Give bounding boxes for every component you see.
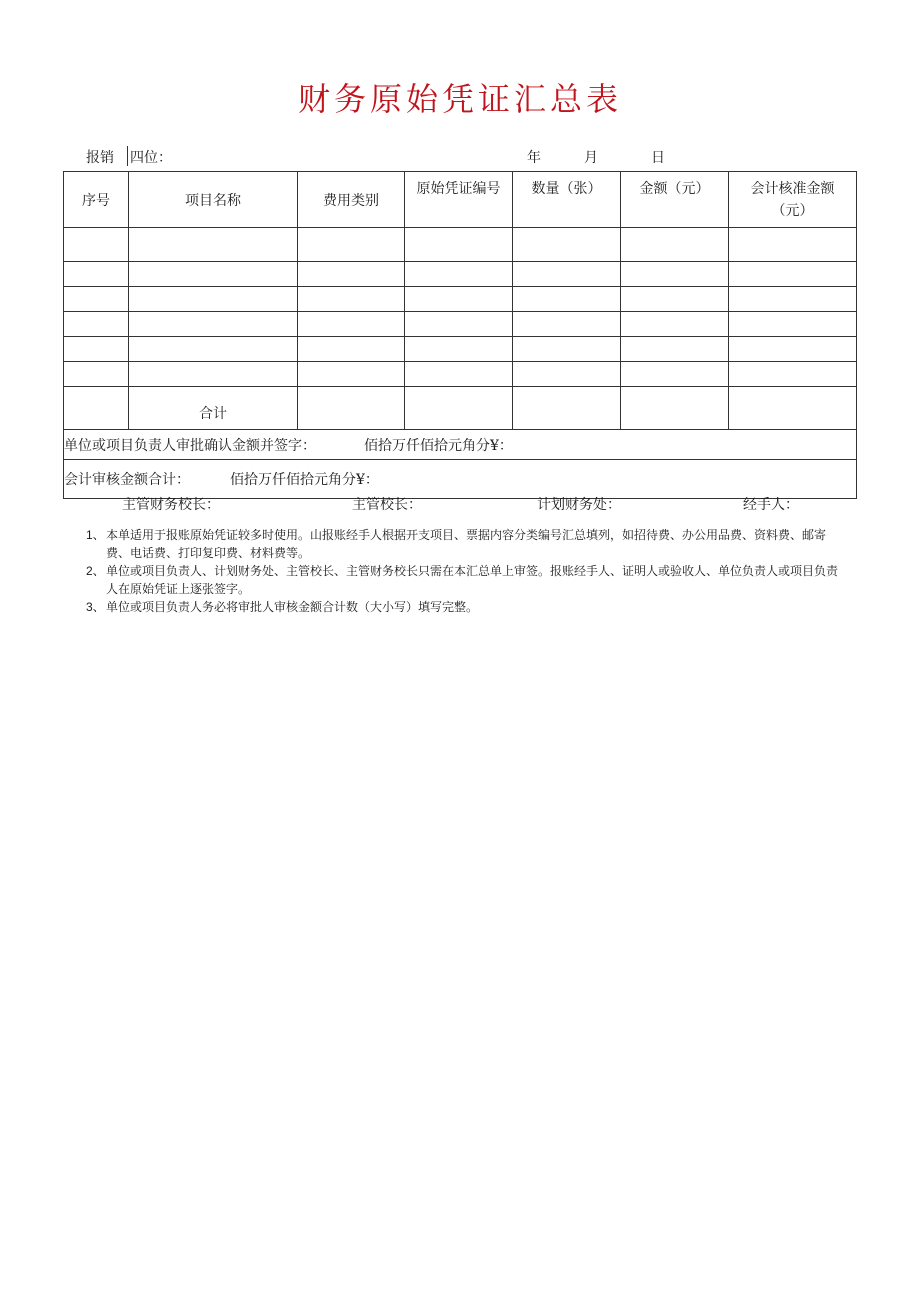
cell-input[interactable]	[64, 287, 129, 312]
cell-input[interactable]	[298, 228, 405, 262]
approval-cell[interactable]	[64, 430, 857, 460]
page-title: 财务原始凭证汇总表	[297, 80, 622, 118]
col-header-item-name: 项目名称	[129, 172, 298, 228]
cell-input[interactable]	[405, 362, 513, 387]
cell-input[interactable]	[298, 312, 405, 337]
cell-input[interactable]	[298, 362, 405, 387]
signature-finance-principal: 主管财务校长：	[122, 497, 220, 513]
cell-input[interactable]	[129, 287, 298, 312]
voucher-table	[63, 171, 857, 499]
cell-input[interactable]	[64, 387, 129, 430]
note-text: 单位或项目负责人、计划财务处、主管校长、主管财务校长只需在本汇总单上审签。报账经手人、证明人或验收人、单位负责人或项目负责人在原始凭证上逐张签字。	[106, 564, 839, 596]
cell-input[interactable]	[129, 228, 298, 262]
audit-row	[64, 460, 857, 499]
total-row	[64, 387, 857, 430]
col-header-expense-type: 费用类别	[298, 172, 405, 228]
table-row	[64, 362, 857, 387]
col-header-amount: 金额（元）	[621, 172, 729, 228]
cell-input[interactable]	[405, 228, 513, 262]
note-item	[86, 598, 846, 616]
col-header-approved-amount-text: 会计核准金额（元）	[750, 181, 835, 219]
cell-input[interactable]	[729, 312, 857, 337]
approval-row	[64, 430, 857, 460]
approval-label: 单位或项目负责人审批确认金额并签字：	[64, 437, 316, 454]
table-row	[64, 228, 857, 262]
note-number: 1、	[86, 528, 105, 542]
cell-input[interactable]	[129, 312, 298, 337]
year-label: 年	[527, 150, 541, 166]
cell-input[interactable]	[405, 387, 513, 430]
cell-input[interactable]	[405, 287, 513, 312]
cell-input[interactable]	[729, 387, 857, 430]
note-text: 本单适用于报账原始凭证较多时使用。山报账经手人根据开支项目、票据内容分类编号汇总填列，如招待费、办公用品费、资料费、邮寄费、电话费、打印复印费、材料费等。	[106, 528, 827, 560]
cell-input[interactable]	[405, 262, 513, 287]
audit-amount: 佰拾万仟佰拾元角分¥：	[230, 472, 379, 488]
cell-input[interactable]	[729, 337, 857, 362]
cell-input[interactable]	[405, 312, 513, 337]
table-header-row	[64, 172, 857, 228]
header-divider	[127, 146, 128, 166]
cell-input[interactable]	[729, 362, 857, 387]
audit-label: 会计审核金额合计：	[64, 472, 190, 488]
cell-input[interactable]	[129, 337, 298, 362]
cell-input[interactable]	[64, 262, 129, 287]
note-number: 3、	[86, 600, 105, 614]
col-header-quantity: 数量（张）	[513, 172, 621, 228]
cell-input[interactable]	[129, 262, 298, 287]
note-text: 单位或项目负责人务必将审批人审核金额合计数（大小写）填写完整。	[106, 600, 479, 614]
table-row	[64, 262, 857, 287]
cell-input[interactable]	[621, 362, 729, 387]
month-label: 月	[584, 150, 598, 166]
col-header-voucher-number: 原始凭证编号	[405, 172, 513, 228]
col-header-index: 序号	[64, 172, 129, 228]
cell-input[interactable]	[513, 228, 621, 262]
col-header-approved-amount	[729, 172, 857, 228]
cell-input[interactable]	[513, 312, 621, 337]
cell-input[interactable]	[729, 287, 857, 312]
reimburse-label: 报销	[86, 150, 114, 166]
table-row	[64, 287, 857, 312]
cell-input[interactable]	[621, 287, 729, 312]
table-row	[64, 312, 857, 337]
note-number: 2、	[86, 564, 105, 578]
cell-input[interactable]	[405, 337, 513, 362]
cell-input[interactable]	[64, 337, 129, 362]
unit-label: 四位：	[130, 150, 172, 166]
notes	[86, 526, 846, 616]
cell-input[interactable]	[729, 228, 857, 262]
cell-input[interactable]	[621, 228, 729, 262]
cell-input[interactable]	[513, 362, 621, 387]
cell-input[interactable]	[621, 337, 729, 362]
signature-finance-office: 计划财务处：	[537, 497, 621, 513]
cell-input[interactable]	[298, 337, 405, 362]
audit-cell[interactable]	[64, 460, 857, 499]
table-row	[64, 337, 857, 362]
cell-input[interactable]	[129, 362, 298, 387]
cell-input[interactable]	[64, 362, 129, 387]
total-label: 合计	[129, 387, 298, 430]
cell-input[interactable]	[513, 262, 621, 287]
cell-input[interactable]	[621, 312, 729, 337]
cell-input[interactable]	[298, 262, 405, 287]
approval-amount: 佰拾万仟佰拾元角分¥：	[364, 437, 513, 454]
cell-input[interactable]	[621, 387, 729, 430]
cell-input[interactable]	[513, 387, 621, 430]
cell-input[interactable]	[64, 312, 129, 337]
cell-input[interactable]	[621, 262, 729, 287]
cell-input[interactable]	[298, 287, 405, 312]
note-item	[86, 526, 846, 562]
note-item	[86, 562, 846, 598]
day-label: 日	[651, 150, 665, 166]
signature-principal: 主管校长：	[352, 497, 422, 513]
signature-handler: 经手人：	[743, 497, 799, 513]
cell-input[interactable]	[513, 287, 621, 312]
cell-input[interactable]	[298, 387, 405, 430]
cell-input[interactable]	[513, 337, 621, 362]
cell-input[interactable]	[64, 228, 129, 262]
cell-input[interactable]	[729, 262, 857, 287]
